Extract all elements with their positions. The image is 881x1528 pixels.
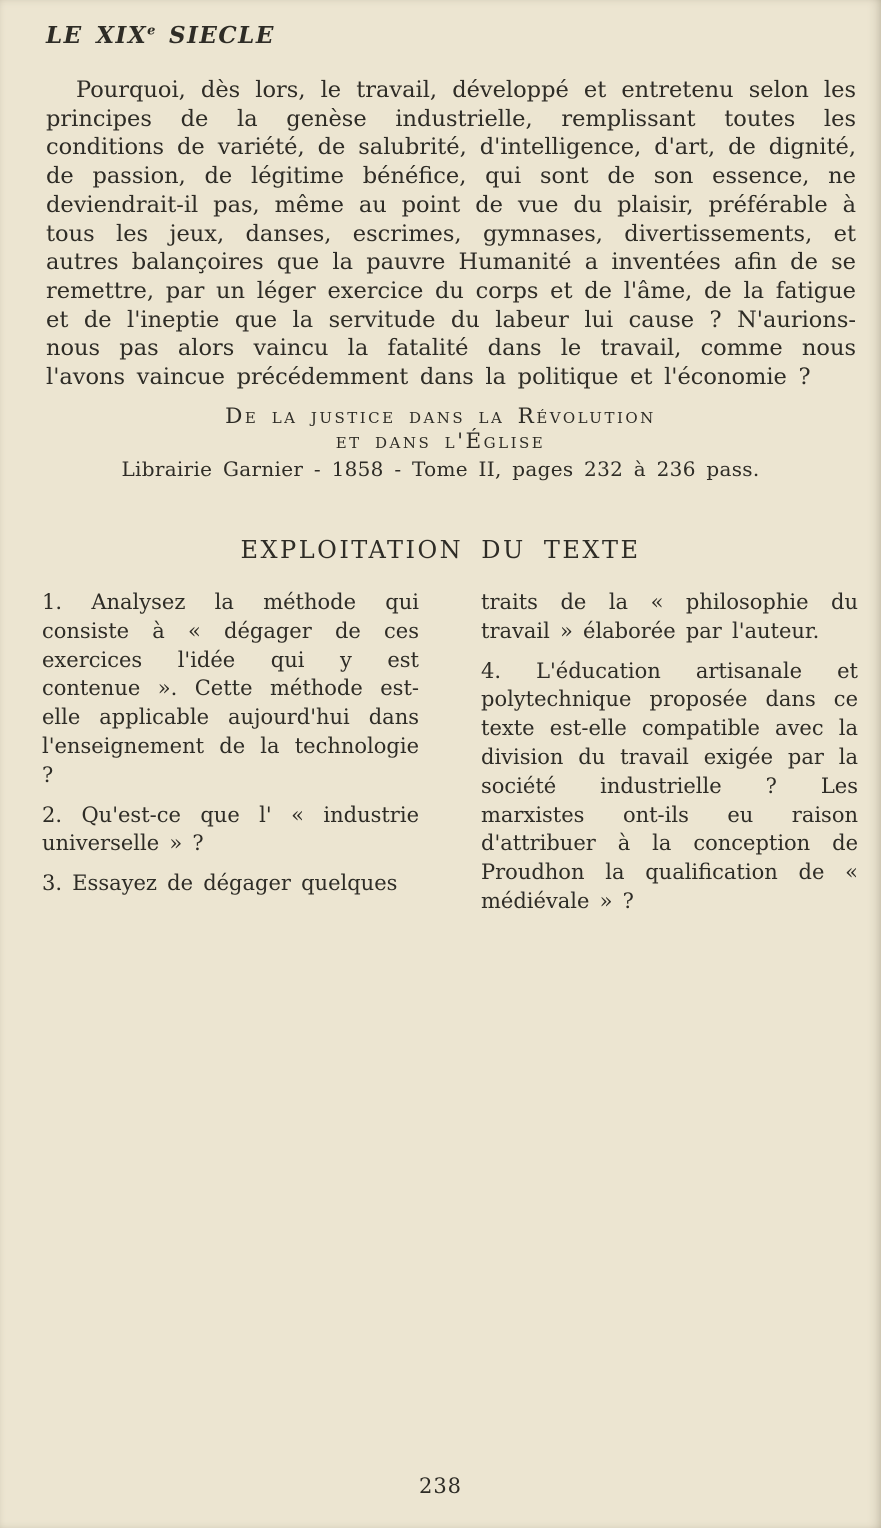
quote-paragraph: Pourquoi, dès lors, le travail, développé et entretenu selon les principes de la genèse industrielle, remplissant toutes les conditions de variété, de salubrité, d'intelligence, d'art, de dignité, de passion, de légitime bénéfice, qui sont de son essence, ne deviendrait-il pas, même au point de vue du plaisir, préférable à tous les jeux, danses, escrimes, gymnases, divertissements, et autres balançoires que la pauvre Humanité a inventées afin de se remettre, par un léger exercice du corps et de l'âme, de la fatigue et de l'ineptie que la servitude du labeur lui cause ? N'aurions-nous pas alors vaincu la fatalité dans le travail, comme nous l'avons vaincue précédemment dans la politique et l'économie ? — [46, 77, 856, 391]
questions-columns — [42, 588, 858, 927]
question-1: 1. Analysez la méthode qui consiste à « dégager de ces exercices l'idée qui y est contenue ». Cette méthode est-elle applicable aujourd'hui dans l'enseignement de la technologie ? — [42, 590, 419, 787]
questions-column-left — [42, 588, 419, 927]
questions-column-right — [481, 588, 858, 927]
citation-title-line-1: De la justice dans la Révolution — [225, 404, 656, 429]
running-head-superscript: e — [147, 23, 156, 39]
question-2: 2. Qu'est-ce que l' « industrie universelle » ? — [42, 802, 419, 856]
citation-source-line: Librairie Garnier - 1858 - Tome II, pages 232 à 236 pass. — [121, 457, 760, 481]
running-head-suffix: SIECLE — [155, 22, 275, 49]
question-3-part-2: traits de la « philosophie du travail » élaborée par l'auteur. — [481, 590, 858, 643]
running-head — [46, 22, 275, 49]
section-title: EXPLOITATION DU TEXTE — [240, 536, 641, 564]
page-number: 238 — [418, 1474, 463, 1498]
citation-block — [0, 404, 881, 482]
running-head-prefix: LE XIX — [46, 22, 148, 49]
question-3-part-1: 3. Essayez de dégager quelques — [42, 871, 398, 896]
citation-title-line-2: et dans l'Église — [335, 429, 546, 454]
question-4: 4. L'éducation artisanale et polytechnique proposée dans ce texte est-elle compatible avec la division du travail exigée par la société industrielle ? Les marxistes ont-ils eu raison d'attribuer à la conception de Proudhon la qualification de « médiévale » ? — [481, 658, 858, 913]
